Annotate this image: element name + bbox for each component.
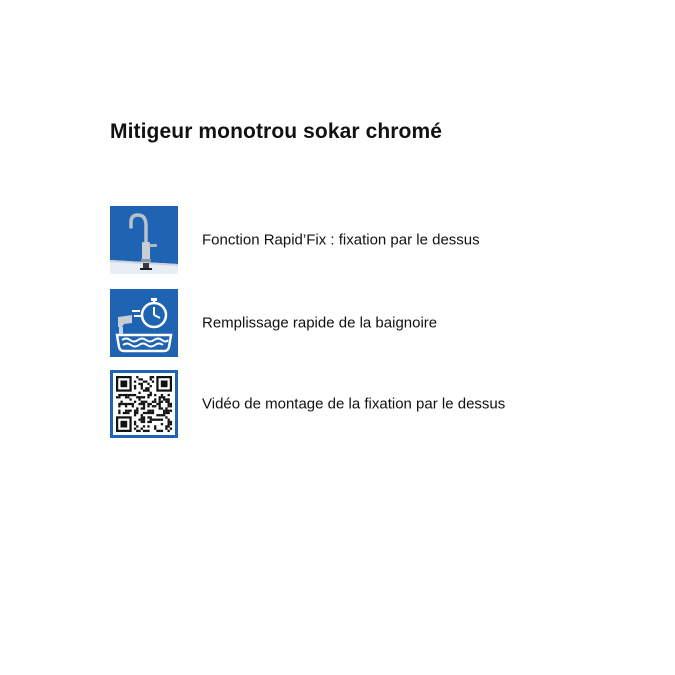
feature-label: Remplissage rapide de la baignoire — [202, 314, 438, 332]
faucet-rapidfix-icon — [110, 206, 178, 274]
feature-video-qr — [110, 370, 630, 438]
bath-filling-stopwatch-icon — [110, 289, 178, 357]
feature-label: Vidéo de montage de la fixation par le dessus — [202, 395, 506, 413]
product-title: Mitigeur monotrou sokar chromé — [110, 120, 443, 143]
qr-code-icon[interactable] — [110, 370, 178, 438]
feature-bath-filling — [110, 289, 630, 357]
feature-label: Fonction Rapid’Fix : fixation par le dessus — [202, 231, 480, 249]
feature-rapidfix — [110, 206, 630, 274]
